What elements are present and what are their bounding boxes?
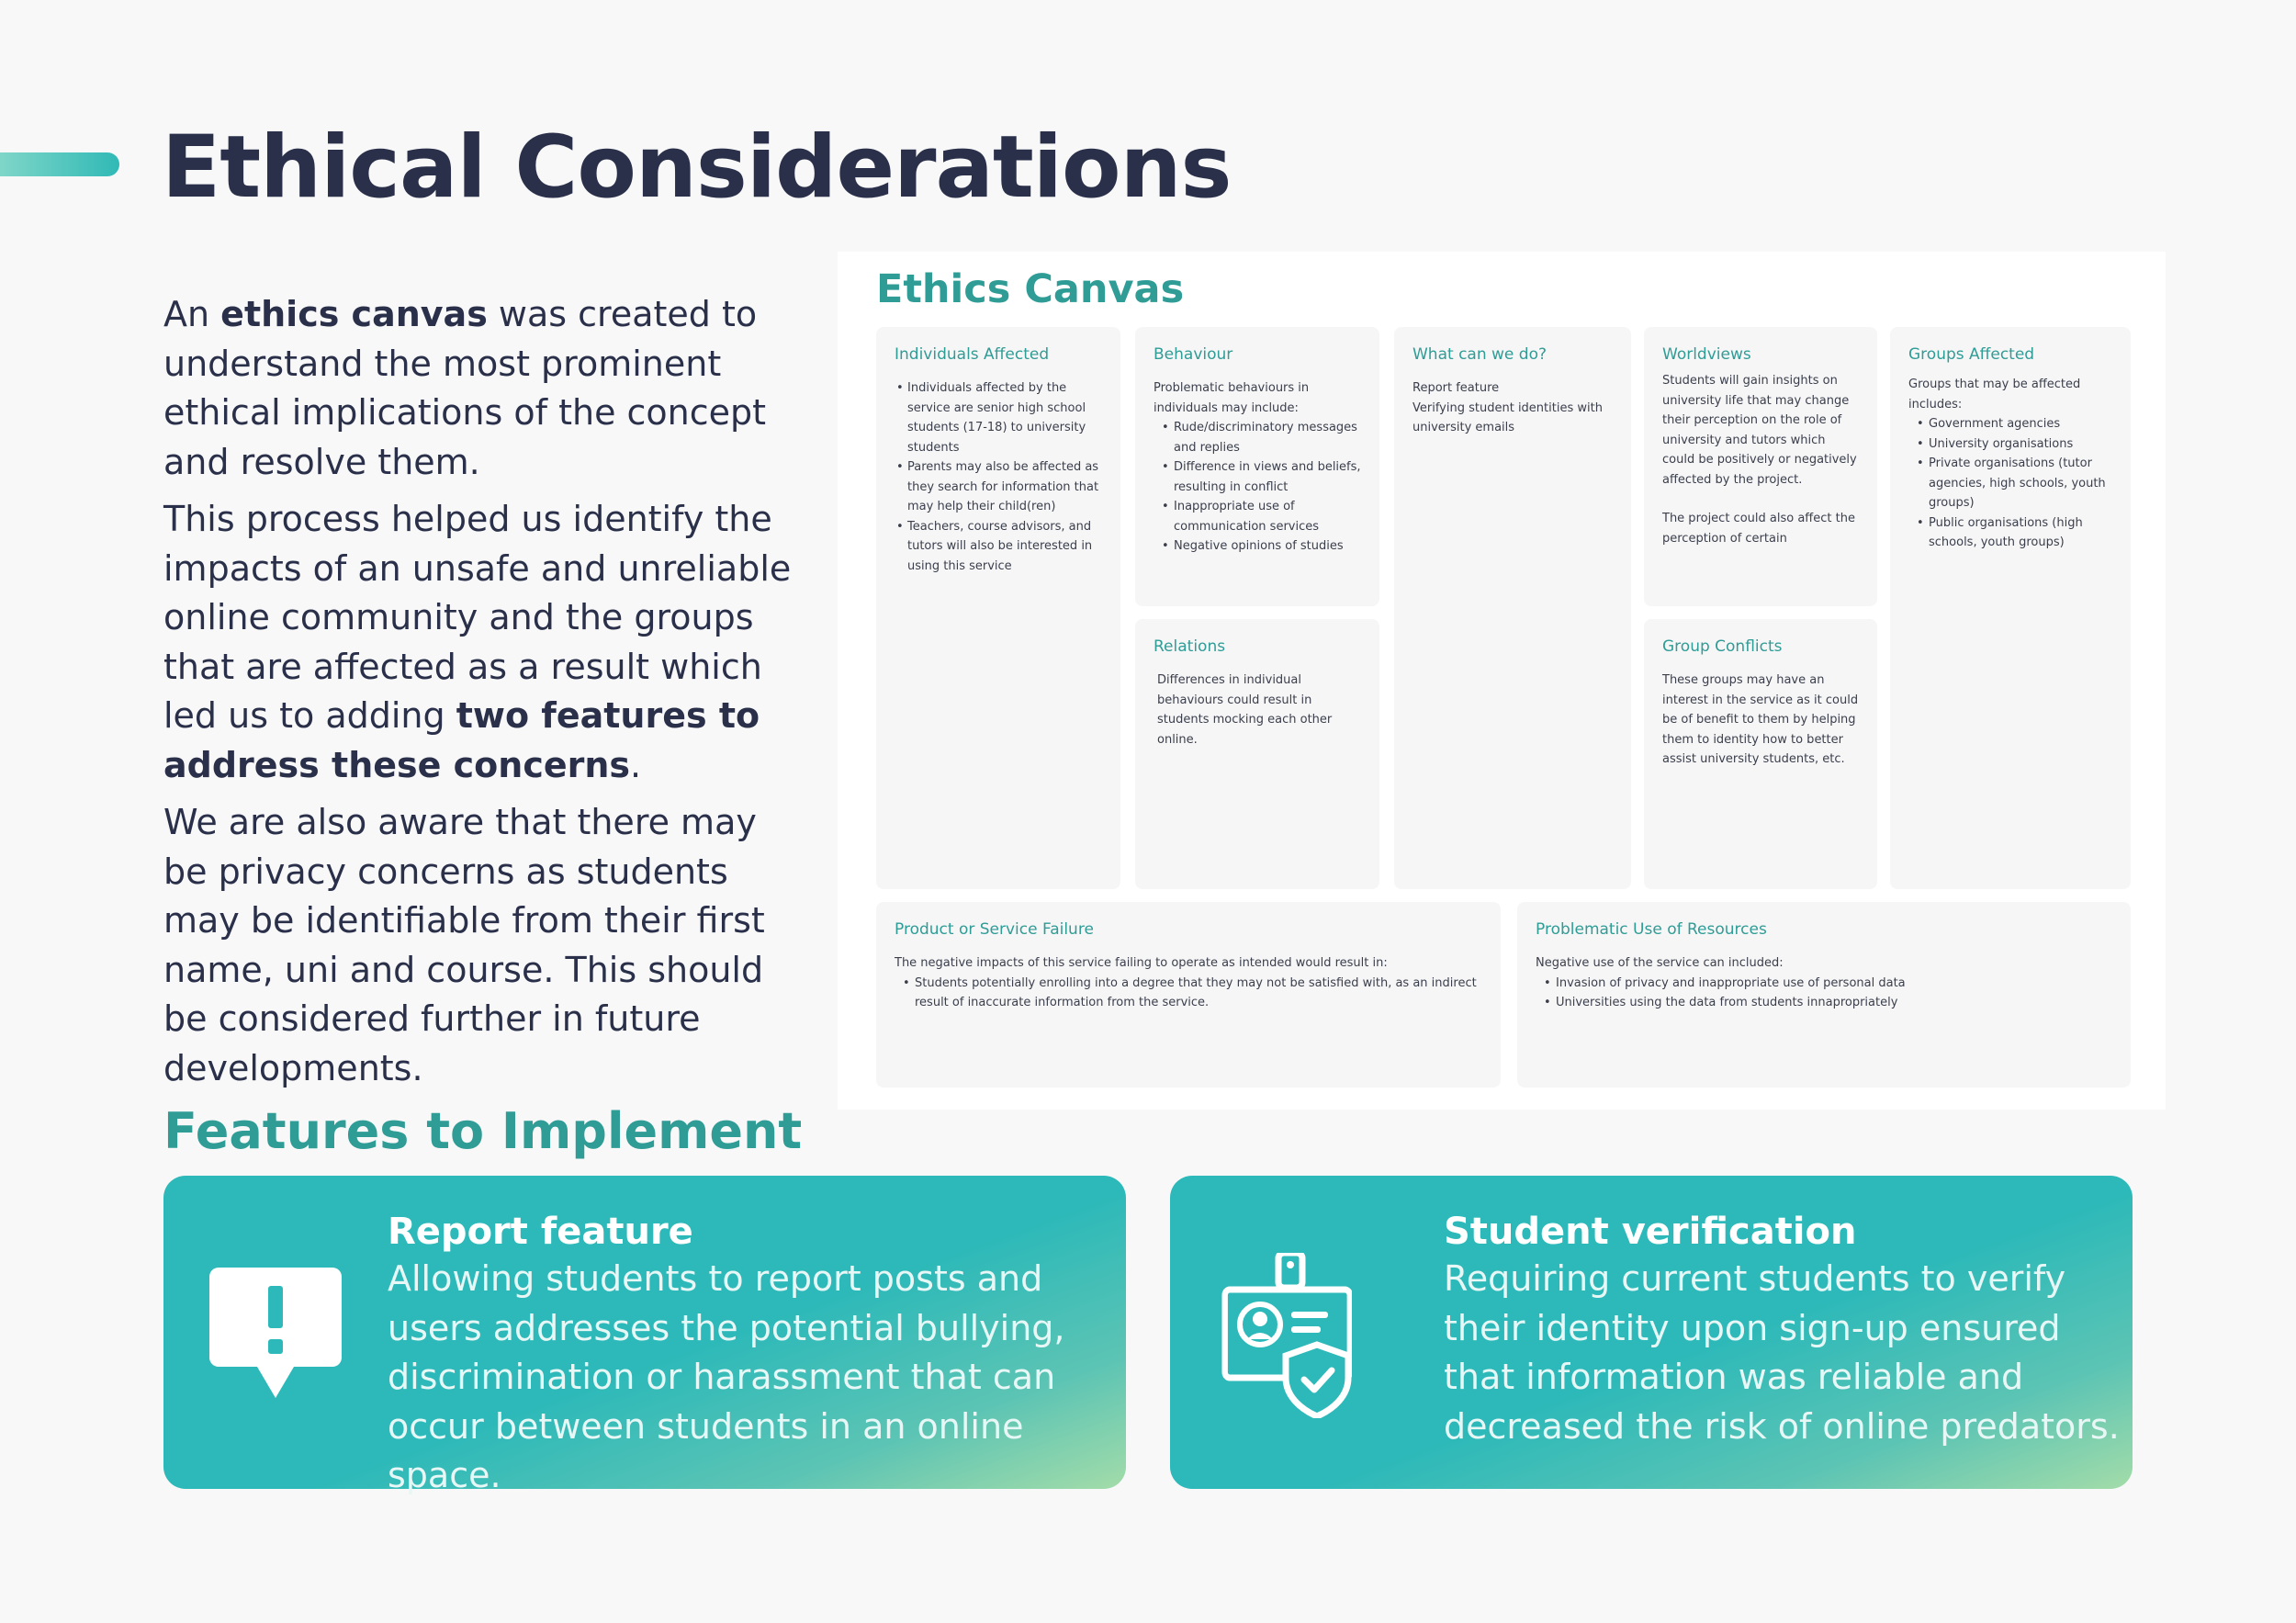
cell-title: Problematic Use of Resources (1536, 920, 1767, 939)
cell-intro: The negative impacts of this service failing to operate as intended would result in: (895, 956, 1388, 970)
list-item: • Students potentially enrolling into a degree that they may not be satisfied with, as an indirect result of inaccurate information from the service. (895, 974, 1482, 1013)
list-item: • Difference in views and beliefs, resulting in conflict (1154, 457, 1361, 497)
list-item: • Negative opinions of studies (1154, 536, 1361, 557)
cell-behaviour (1135, 327, 1379, 606)
list-item: • Teachers, course advisors, and tutors will also be interested in using this service (895, 517, 1102, 577)
list-item: • Public organisations (high schools, youth groups) (1908, 513, 2112, 553)
list-item: • University organisations (1908, 434, 2112, 455)
list-item: • Parents may also be affected as they search for information that may help their child(ren) (895, 457, 1102, 517)
list-item: • Government agencies (1908, 414, 2112, 434)
cell-title: Groups Affected (1908, 345, 2035, 364)
list-item: • Universities using the data from students innapropriately (1536, 993, 2112, 1013)
cell-title: Product or Service Failure (895, 920, 1094, 939)
report-alert-bubble-icon (209, 1268, 342, 1404)
cell-intro: Groups that may be affected includes: (1908, 378, 2081, 411)
cell-what-can-we-do (1394, 327, 1631, 889)
page-title: Ethical Considerations (162, 118, 1232, 218)
intro-paragraph-3: We are also aware that there may be privacy concerns as students may be identifiable from their first name, uni and course. This should be considered further in future developments. (163, 802, 765, 1088)
cell-line: Verifying student identities with university emails (1412, 400, 1603, 434)
intro-paragraph-1: An ethics canvas was created to understand the most prominent ethical implications of the concept and resolve them. (163, 294, 767, 482)
feature-title: Report feature (388, 1211, 693, 1253)
title-accent-bar (0, 152, 119, 176)
cell-groups-affected (1890, 327, 2131, 889)
list-item: • Individuals affected by the service are senior high school students (17-18) to university students (895, 378, 1102, 457)
list-item: • Rude/discriminatory messages and replies (1154, 418, 1361, 457)
id-card-shield-icon (1221, 1253, 1352, 1422)
intro-paragraph-2: This process helped us identify the impacts of an unsafe and unreliable online community and the groups that are affected as a result which led us to adding two features to address these concerns. (163, 499, 792, 785)
ethics-canvas (838, 252, 2166, 1110)
cell-relations (1135, 619, 1379, 889)
cell-product-failure (876, 902, 1501, 1088)
features-heading: Features to Implement (163, 1102, 803, 1160)
list-item: • Private organisations (tutor agencies, high schools, youth groups) (1908, 454, 2112, 513)
cell-line: Report feature (1412, 381, 1500, 395)
ethics-canvas-title: Ethics Canvas (876, 266, 1185, 312)
cell-intro: Problematic behaviours in individuals may include: (1154, 381, 1310, 415)
cell-individuals-affected (876, 327, 1120, 889)
cell-intro: Negative use of the service can included: (1536, 956, 1784, 970)
feature-card-verification (1170, 1176, 2133, 1489)
intro-text (163, 290, 806, 1101)
cell-text: Students will gain insights on university life that may change their perception on the role of university and tutors which could be positively or negatively affected by the project. (1662, 374, 1857, 487)
list-item: • Invasion of privacy and inappropriate use of personal data (1536, 974, 2112, 994)
feature-title: Student verification (1444, 1211, 1857, 1253)
feature-description: Allowing students to report posts and users addresses the potential bullying, discrimination or harassment that can occur between students in an online space. (388, 1258, 1065, 1495)
cell-title: Behaviour (1154, 345, 1233, 364)
cell-problematic-use (1517, 902, 2131, 1088)
cell-title: Group Conflicts (1662, 637, 1783, 656)
cell-title: What can we do? (1412, 345, 1547, 364)
cell-text: The project could also affect the perception of certain (1662, 512, 1855, 546)
feature-description: Requiring current students to verify their identity upon sign-up ensured that information was reliable and decreased the risk of online predators. (1444, 1258, 2120, 1447)
list-item: • Inappropriate use of communication services (1154, 497, 1361, 536)
cell-title: Individuals Affected (895, 345, 1050, 364)
cell-title: Worldviews (1662, 345, 1751, 364)
cell-group-conflicts (1644, 619, 1877, 889)
cell-text: These groups may have an interest in the service as it could be of benefit to them by helping them to identity how to better assist university students, etc. (1662, 673, 1859, 766)
cell-text: Differences in individual behaviours could result in students mocking each other online. (1157, 673, 1333, 747)
cell-worldviews (1644, 327, 1877, 606)
cell-title: Relations (1154, 637, 1226, 656)
feature-card-report (163, 1176, 1126, 1495)
